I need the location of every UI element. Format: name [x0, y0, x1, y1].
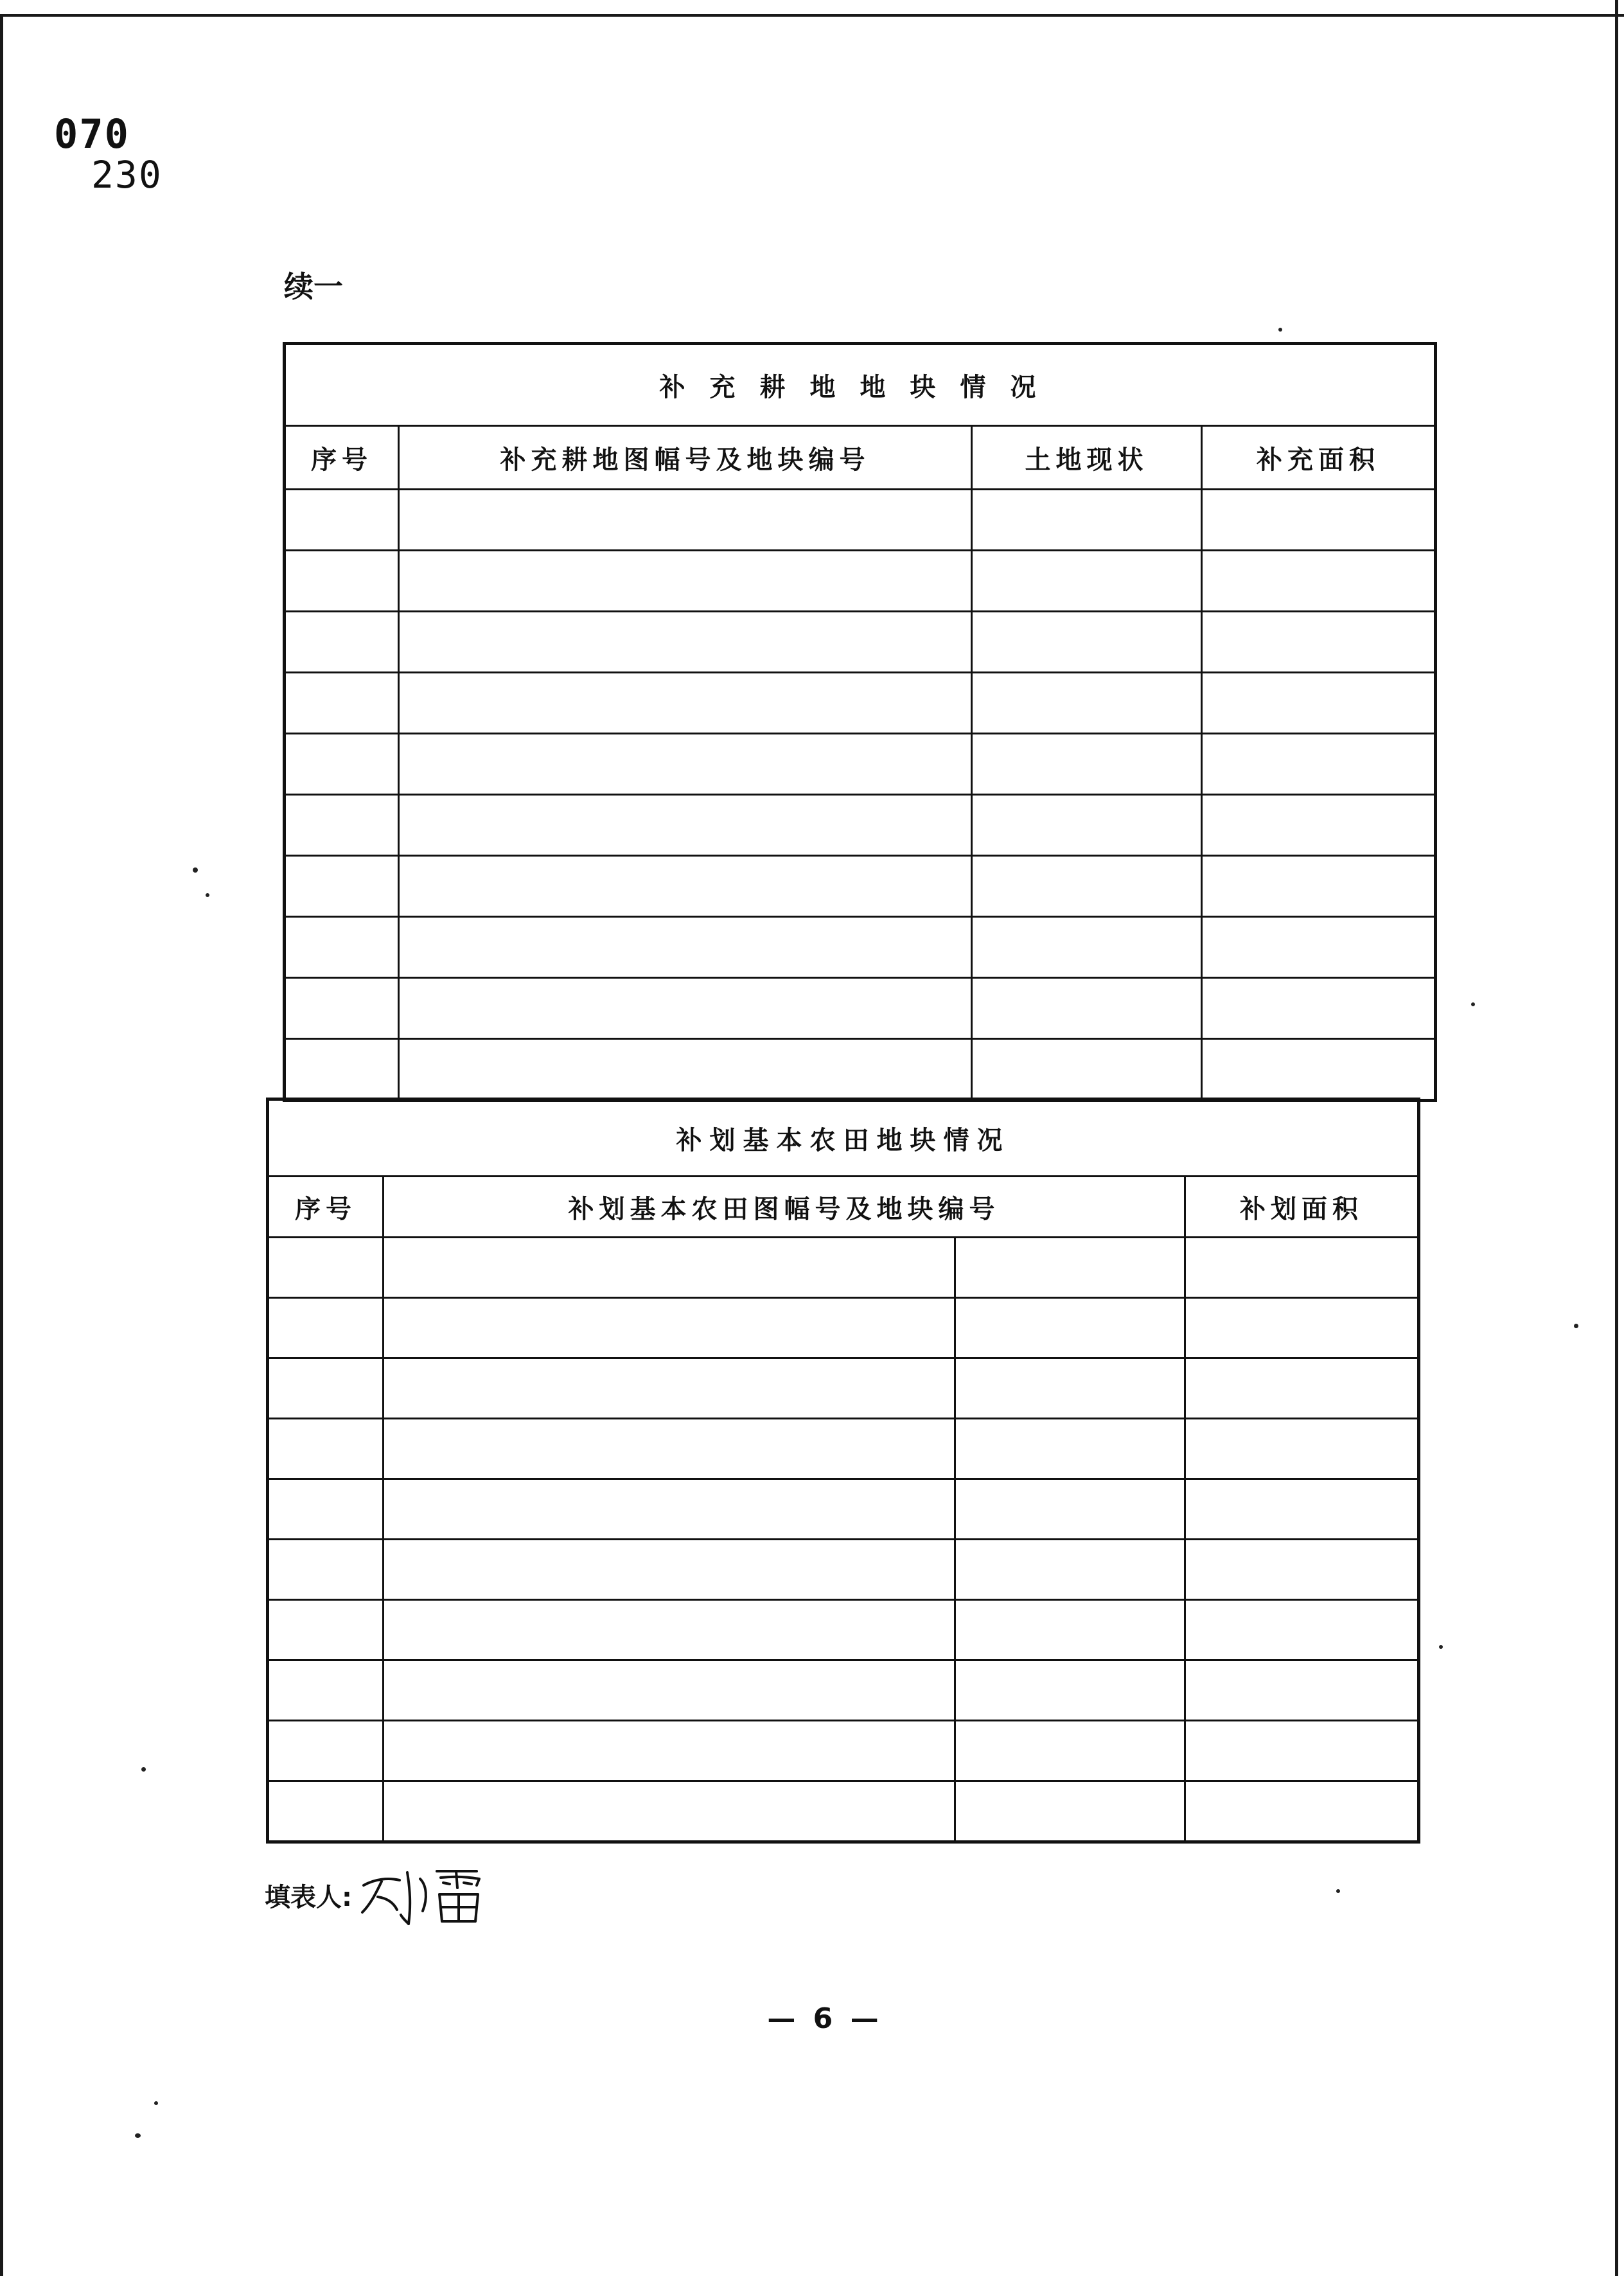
table-cell[interactable] — [1185, 1721, 1419, 1781]
table-row — [285, 734, 1436, 795]
table-cell[interactable] — [268, 1600, 384, 1660]
table-cell[interactable] — [399, 978, 972, 1039]
table-cell[interactable] — [268, 1660, 384, 1721]
scan-speckle — [1336, 1889, 1340, 1893]
table-cell[interactable] — [955, 1419, 1185, 1479]
table-cell[interactable] — [972, 673, 1202, 734]
table-cell[interactable] — [384, 1540, 955, 1600]
table-cell[interactable] — [384, 1660, 955, 1721]
column-header-supplement-area: 补划面积 — [1185, 1177, 1419, 1238]
table-cell[interactable] — [955, 1479, 1185, 1540]
table-cell[interactable] — [268, 1358, 384, 1419]
table-cell[interactable] — [285, 795, 399, 856]
table-row — [268, 1238, 1419, 1298]
column-header-map-sheet-plot-number: 补充耕地图幅号及地块编号 — [399, 426, 972, 490]
table-cell[interactable] — [955, 1358, 1185, 1419]
table-cell[interactable] — [1185, 1298, 1419, 1358]
table-cell[interactable] — [384, 1238, 955, 1298]
table-cell[interactable] — [268, 1781, 384, 1842]
table-cell[interactable] — [285, 1039, 399, 1101]
table-cell[interactable] — [1202, 856, 1436, 917]
continuation-label: 续一 — [284, 269, 343, 304]
column-header-serial: 序号 — [268, 1177, 384, 1238]
table-cell[interactable] — [399, 734, 972, 795]
table-cell[interactable] — [972, 856, 1202, 917]
table-cell[interactable] — [955, 1540, 1185, 1600]
table-row — [285, 673, 1436, 734]
table-cell[interactable] — [268, 1540, 384, 1600]
table-cell[interactable] — [384, 1419, 955, 1479]
table-row — [285, 795, 1436, 856]
table-cell[interactable] — [285, 978, 399, 1039]
table-row — [285, 490, 1436, 551]
table-cell[interactable] — [384, 1298, 955, 1358]
table-cell[interactable] — [399, 1039, 972, 1101]
scan-speckle — [1278, 328, 1282, 332]
table-row — [268, 1479, 1419, 1540]
table-cell[interactable] — [399, 795, 972, 856]
scan-speckle — [135, 2133, 141, 2138]
table-cell[interactable] — [384, 1721, 955, 1781]
table-cell[interactable] — [972, 734, 1202, 795]
table-row — [268, 1721, 1419, 1781]
table-cell[interactable] — [1202, 978, 1436, 1039]
table-cell[interactable] — [955, 1298, 1185, 1358]
table-cell[interactable] — [1202, 490, 1436, 551]
table-cell[interactable] — [1202, 917, 1436, 978]
table-cell[interactable] — [399, 856, 972, 917]
table-row — [268, 1298, 1419, 1358]
table-cell[interactable] — [1185, 1660, 1419, 1721]
scan-edge-left — [0, 14, 3, 2276]
table-cell[interactable] — [1185, 1540, 1419, 1600]
filler-label: 填表人: — [265, 1882, 352, 1912]
table-cell[interactable] — [285, 612, 399, 673]
scan-speckle — [1439, 1645, 1443, 1649]
table-cell[interactable] — [268, 1479, 384, 1540]
scan-speckle — [1471, 1002, 1475, 1006]
table-cell[interactable] — [285, 490, 399, 551]
table-cell[interactable] — [955, 1238, 1185, 1298]
column-header-map-sheet-plot-number: 补划基本农田图幅号及地块编号 — [384, 1177, 1185, 1238]
table-cell[interactable] — [399, 673, 972, 734]
table-cell[interactable] — [399, 612, 972, 673]
table-cell[interactable] — [972, 917, 1202, 978]
table-cell[interactable] — [285, 917, 399, 978]
filler-field — [265, 1860, 491, 1930]
document-number: 070 — [54, 111, 130, 157]
basic-farmland-table — [266, 1098, 1420, 1844]
table-cell[interactable] — [399, 551, 972, 612]
scan-speckle — [141, 1767, 146, 1772]
scan-speckle — [206, 893, 209, 897]
supplementary-farmland-title: 补充耕地地块情况 — [285, 344, 1436, 426]
table-cell[interactable] — [1202, 612, 1436, 673]
scan-speckle — [154, 2101, 158, 2105]
handwritten-signature — [356, 1860, 491, 1930]
basic-farmland-title: 补划基本农田地块情况 — [268, 1099, 1419, 1177]
table-cell[interactable] — [1202, 673, 1436, 734]
supplementary-farmland-table — [283, 342, 1437, 1102]
column-header-serial: 序号 — [285, 426, 399, 490]
table-cell[interactable] — [399, 917, 972, 978]
table-cell[interactable] — [972, 1039, 1202, 1101]
table-row — [268, 1600, 1419, 1660]
table-row — [268, 1358, 1419, 1419]
table-cell[interactable] — [285, 734, 399, 795]
table-row — [285, 612, 1436, 673]
table-cell[interactable] — [1202, 1039, 1436, 1101]
table-cell[interactable] — [399, 490, 972, 551]
document-number-secondary: 230 — [91, 153, 163, 197]
table-cell[interactable] — [384, 1600, 955, 1660]
table-cell[interactable] — [384, 1358, 955, 1419]
table-row — [268, 1660, 1419, 1721]
page-number: — 6 — — [767, 2002, 883, 2035]
table-row — [285, 551, 1436, 612]
table-cell[interactable] — [1185, 1781, 1419, 1842]
table-cell[interactable] — [268, 1298, 384, 1358]
column-header-supplement-area: 补充面积 — [1202, 426, 1436, 490]
table-cell[interactable] — [1202, 795, 1436, 856]
table-cell[interactable] — [285, 551, 399, 612]
table-cell[interactable] — [268, 1238, 384, 1298]
table-cell[interactable] — [1185, 1419, 1419, 1479]
table-cell[interactable] — [972, 490, 1202, 551]
table-cell[interactable] — [972, 551, 1202, 612]
table-row — [285, 917, 1436, 978]
table-row — [285, 978, 1436, 1039]
scan-edge-top — [0, 14, 1624, 17]
table-row — [285, 1039, 1436, 1101]
table-cell[interactable] — [955, 1660, 1185, 1721]
table-cell[interactable] — [972, 795, 1202, 856]
scan-speckle — [1574, 1324, 1578, 1328]
table-cell[interactable] — [268, 1419, 384, 1479]
table-cell[interactable] — [384, 1781, 955, 1842]
table-cell[interactable] — [384, 1479, 955, 1540]
table-cell[interactable] — [285, 856, 399, 917]
table-cell[interactable] — [1202, 734, 1436, 795]
table-cell[interactable] — [955, 1781, 1185, 1842]
table-row — [268, 1781, 1419, 1842]
table-cell[interactable] — [268, 1721, 384, 1781]
table-cell[interactable] — [1185, 1358, 1419, 1419]
table-cell[interactable] — [955, 1721, 1185, 1781]
table-cell[interactable] — [285, 673, 399, 734]
table-cell[interactable] — [1185, 1238, 1419, 1298]
table-row — [268, 1419, 1419, 1479]
table-row — [285, 856, 1436, 917]
column-header-land-status: 土地现状 — [972, 426, 1202, 490]
table-cell[interactable] — [972, 612, 1202, 673]
table-cell[interactable] — [1185, 1600, 1419, 1660]
scan-edge-right — [1615, 0, 1618, 2276]
table-cell[interactable] — [1185, 1479, 1419, 1540]
scan-speckle — [193, 867, 198, 873]
table-cell[interactable] — [972, 978, 1202, 1039]
table-row — [268, 1540, 1419, 1600]
table-cell[interactable] — [1202, 551, 1436, 612]
table-cell[interactable] — [955, 1600, 1185, 1660]
